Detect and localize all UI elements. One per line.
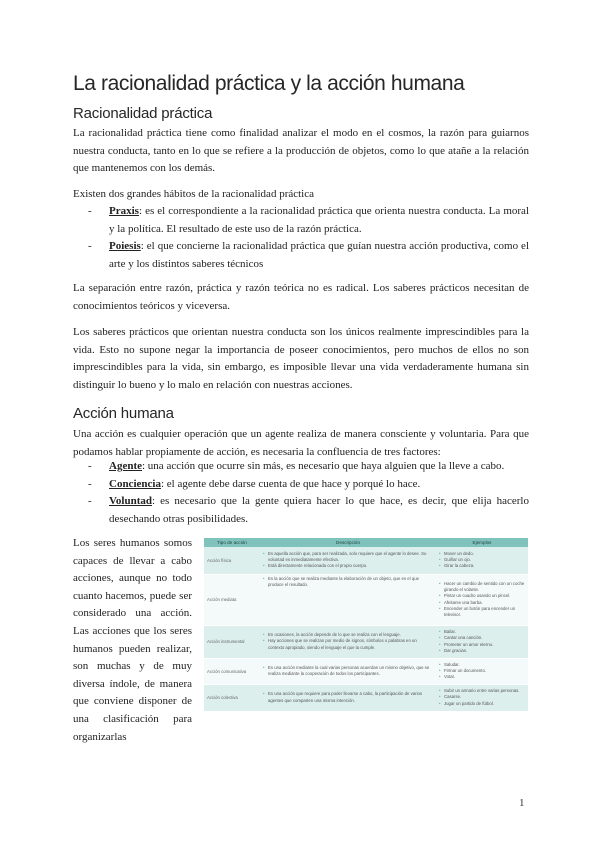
action-type: Acción instrumental xyxy=(204,625,260,658)
action-description: • En ocasiones, la acción depende de lo que se realiza con el lenguaje. • Hay acciones que se realizan por medio de signos, símbolos o palabras en un contexto apropiado, siendo el lenguaje el que la cumple. xyxy=(260,625,436,658)
list-item: - Conciencia: el agente debe darse cuenta de que hace y porqué lo hace. xyxy=(88,477,421,490)
list-item: - Agente: una acción que ocurre sin más, es necesario que haya alguien que la lleve a cabo. xyxy=(88,460,505,472)
section-heading-accion: Acción humana xyxy=(73,405,174,422)
paragraph: Los saberes prácticos que orientan nuestra conducta son los únicos realmente imprescindibles para la vida. Esto no supone negar la importancia de poseer conocimientos, pero muchos de ellos no son imprescindibles para la vida, sin embargo, es imposible llevar una vida verdaderamente humana sin distinguir lo bueno y lo malo en relación con nuestras acciones. xyxy=(73,326,529,391)
action-description: • Es una acción mediante la cual varias personas acuerdan un mismo objetivo, que se realiza mediante la cooperación de todos los participantes. xyxy=(260,658,436,684)
action-examples: • Saludar. • Firmar un documento. • Votar. xyxy=(436,658,528,684)
term-voluntad: Voluntad xyxy=(109,495,153,507)
table-row xyxy=(204,658,528,684)
action-description: • Es aquella acción que, para ser realizada, solo requiere que el agente lo desee. Su voluntad es inmediatamente efectiva. • Está directamente relacionada con el propio cuerpo. xyxy=(260,547,436,574)
table-row xyxy=(204,547,528,574)
list-item: - Voluntad: es necesario que la gente quiera hacer lo que hace, es decir, que elija hacerlo desechando otras posibilidades. xyxy=(88,495,529,525)
action-description: • Es la acción que se realiza mediante la elaboración de un objeto, que es el que produce el resultado. xyxy=(260,574,436,625)
list-item: - Praxis: es el correspondiente a la racionalidad práctica que orienta nuestra conducta. La moral y la política. El resultado de este uso de la razón práctica. xyxy=(88,205,529,235)
term-poiesis: Poiesis xyxy=(109,240,141,252)
action-type: Acción comunicativa xyxy=(204,658,260,684)
action-type: Acción física xyxy=(204,547,260,574)
paragraph: Una acción es cualquier operación que un agente realiza de manera consciente y voluntaria. Para que podamos hablar propiamente de acción, es necesaria la confluencia de tres factores: xyxy=(73,428,529,458)
action-description: • Es una acción que requiere para poder llevarse a cabo, la participación de varios agentes que comparten una misma intención. xyxy=(260,684,436,711)
term-conciencia: Conciencia xyxy=(109,477,161,490)
table-header: Tipo de acción xyxy=(204,538,260,547)
action-type: Acción mediata xyxy=(204,574,260,625)
action-examples: • Subir un armario entre varias personas. • Casarse. • Jugar un partido de fútbol. xyxy=(436,684,528,711)
page-number: 1 xyxy=(519,797,525,809)
table-row xyxy=(204,625,528,658)
section-heading-racionalidad: Racionalidad práctica xyxy=(73,105,213,122)
paragraph: La racionalidad práctica tiene como finalidad analizar el modo en el cosmos, la razón para guiarnos nuestra conducta, tanto en lo que se refiere a la producción de objetos, como lo que atañe a la relación que mantenemos con los demás. xyxy=(73,127,529,174)
term-agente: Agente xyxy=(109,460,142,472)
table-row xyxy=(204,684,528,711)
table-header-row xyxy=(204,538,528,547)
side-paragraph: Los seres humanos somos capaces de llevar a cabo acciones, aunque no todo cuanto hacemos, puede ser considerado una acción. Las acciones que los seres humanos pueden realizar, son muchas y de muy diversa índole, de manera que conviene disponer de una clasificación para organizarlas xyxy=(73,537,192,743)
actions-classification-table xyxy=(204,538,528,712)
habits-list xyxy=(88,203,529,273)
table-row xyxy=(204,574,528,625)
paragraph: La separación entre razón, práctica y razón teórica no es radical. Los saberes prácticos necesitan de conocimientos teóricos y viceversa. xyxy=(73,282,529,312)
action-examples: • Bailar. • Cantar una canción. • Prometer un amor eterno. • Dar gracias. xyxy=(436,625,528,658)
paragraph: Existen dos grandes hábitos de la racionalidad práctica xyxy=(73,188,314,200)
term-praxis: Praxis xyxy=(109,205,139,217)
action-examples: • Mover un dedo. • Guiñar un ojo. • Girar la cabeza. xyxy=(436,547,528,574)
list-item: - Poiesis: el que concierne la racionalidad práctica que guían nuestra acción productiva, como el arte y los distintos saberes técnicos xyxy=(88,240,529,270)
table-header: Ejemplos xyxy=(436,538,528,547)
table-header: Descripción xyxy=(260,538,436,547)
action-type: Acción colectiva xyxy=(204,684,260,711)
page-title: La racionalidad práctica y la acción humana xyxy=(73,72,465,95)
action-examples: • Hacer un cambio de sentido con un coche girando el volante. • Pintar un cuadro usando un pincel. • Afeitarse una barba. • Encender un botón para encender un televisor. xyxy=(436,574,528,625)
factors-list xyxy=(88,458,529,528)
